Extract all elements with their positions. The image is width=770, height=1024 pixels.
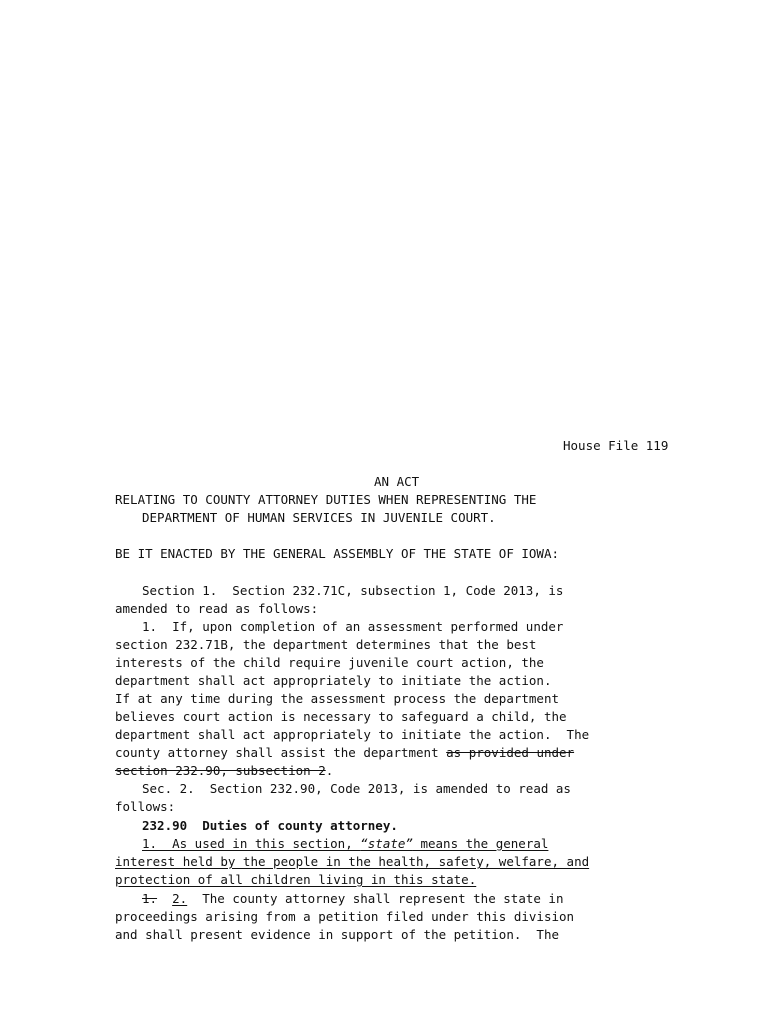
section-heading: 232.90 Duties of county attorney. xyxy=(142,818,398,833)
section-1-line-2: amended to read as follows: xyxy=(115,601,319,616)
section-2-para-line-2: proceedings arising from a petition filed under this division xyxy=(115,909,575,924)
section-1-para-line-6: believes court action is necessary to safeguard a child, the xyxy=(115,709,567,724)
inserted-text: 1. As used in this section, xyxy=(142,836,361,851)
section-2-para-line-1 xyxy=(142,890,563,908)
section-1-para-line-3: interests of the child require juvenile court action, the xyxy=(115,655,544,670)
plain-text: . xyxy=(325,763,334,778)
section-1-line-1: Section 1. Section 232.71C, subsection 1, Code 2013, is xyxy=(142,583,564,598)
struck-text: as provided under xyxy=(446,745,575,760)
section-1-para-line-2: section 232.71B, the department determines that the best xyxy=(115,637,537,652)
plain-text: The county attorney shall represent the state in xyxy=(187,891,564,906)
section-2-line-2: follows: xyxy=(115,799,176,814)
act-title-line-1: RELATING TO COUNTY ATTORNEY DUTIES WHEN REPRESENTING THE xyxy=(115,492,537,507)
act-title-line-2: DEPARTMENT OF HUMAN SERVICES IN JUVENILE COURT. xyxy=(142,510,496,525)
section-2-para-line-3: and shall present evidence in support of the petition. The xyxy=(115,927,560,942)
section-2-line-1: Sec. 2. Section 232.90, Code 2013, is amended to read as xyxy=(142,781,571,796)
section-1-para-line-9 xyxy=(115,762,333,780)
section-1-para-line-7: department shall act appropriately to initiate the action. The xyxy=(115,727,590,742)
section-1-para-line-4: department shall act appropriately to initiate the action. xyxy=(115,673,552,688)
act-heading: AN ACT xyxy=(374,474,420,489)
section-1-para-line-8 xyxy=(115,744,574,762)
struck-text: section 232.90, subsection 2 xyxy=(115,763,326,778)
bill-number: House File 119 xyxy=(563,438,669,453)
section-1-para-line-5: If at any time during the assessment process the department xyxy=(115,691,560,706)
enacting-clause: BE IT ENACTED BY THE GENERAL ASSEMBLY OF THE STATE OF IOWA: xyxy=(115,546,560,561)
inserted-definition-line-2: interest held by the people in the health, safety, welfare, and xyxy=(115,854,590,869)
inserted-text: means the general xyxy=(412,836,549,851)
section-1-para-line-1: 1. If, upon completion of an assessment performed under xyxy=(142,619,564,634)
defined-term: “state” xyxy=(360,836,413,851)
inserted-number: 2. xyxy=(172,891,188,906)
inserted-definition-line-3: protection of all children living in this state. xyxy=(115,872,477,887)
struck-number: 1. xyxy=(142,891,158,906)
inserted-definition-line-1 xyxy=(142,835,548,853)
plain-text: county attorney shall assist the department xyxy=(115,745,447,760)
